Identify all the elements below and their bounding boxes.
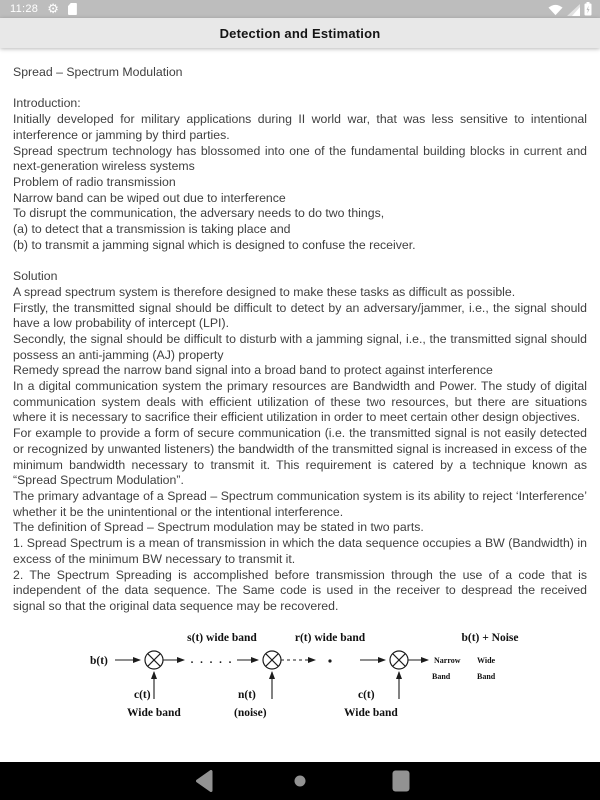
channel-dots: . . . . .	[190, 653, 234, 666]
wifi-icon	[548, 4, 563, 16]
label-n-t: n(t)	[238, 688, 256, 701]
paragraph: A spread spectrum system is therefore designed to make these tasks as difficult as possible.	[13, 284, 516, 299]
navigation-bar	[0, 762, 600, 800]
paragraph: The definition of Spread – Spectrum modulation may be stated in two parts.	[13, 520, 424, 535]
document-scroll-area[interactable]	[0, 48, 600, 762]
app-bar	[0, 18, 600, 48]
label-c-t-1: c(t)	[134, 688, 151, 701]
paragraph: Firstly, the transmitted signal should be difficult to detect by an adversary/jammer, i.e., the signal should have a low probability of intercept (LPI).	[13, 300, 587, 331]
paragraph: To disrupt the communication, the adversary needs to do two things,	[13, 206, 385, 221]
page-title: Detection and Estimation	[219, 25, 381, 41]
paragraph: 2. The Spectrum Spreading is accomplished before transmission through the use of a code that is independent of the data sequence. The Same code is used in the receiver to despread the received signal so that the original data sequence may be recovered.	[13, 567, 587, 613]
status-bar-left	[0, 3, 77, 16]
paragraph: Problem of radio transmission	[13, 174, 176, 189]
paragraph: Remedy spread the narrow band signal into a broad band to protect against interference	[13, 363, 493, 378]
paragraph	[13, 81, 587, 97]
label-c-t-2: c(t)	[358, 688, 375, 701]
multiplier-2-icon	[263, 651, 281, 669]
paragraph: Solution	[13, 269, 58, 284]
home-icon	[294, 775, 306, 787]
gear-icon: ⚙	[47, 1, 59, 17]
sdcard-icon	[68, 3, 77, 15]
cell-signal-icon	[567, 4, 580, 16]
label-s-t: s(t) wide band	[187, 631, 257, 644]
label-wide-band: Band	[477, 671, 496, 681]
status-bar	[0, 0, 600, 18]
paragraph: Spread – Spectrum Modulation	[13, 65, 183, 79]
home-button[interactable]	[278, 762, 322, 800]
back-icon	[196, 770, 213, 792]
document-body	[13, 65, 587, 615]
label-wide-band-1: Wide band	[127, 706, 181, 719]
paragraph: Initially developed for military applications during II world war, that was less sensitive to intentional interference or jamming by third parties.	[13, 112, 587, 142]
label-narrow: Narrow	[434, 655, 461, 665]
paragraph	[13, 253, 587, 269]
paragraph: Spread spectrum technology has blossomed into one of the fundamental building blocks in current and next-generation wireless systems	[13, 143, 587, 174]
battery-charging-icon	[584, 2, 592, 16]
paragraph: Narrow band can be wiped out due to interference	[13, 190, 286, 205]
spread-spectrum-block-diagram	[13, 627, 587, 729]
label-noise: (noise)	[234, 706, 267, 719]
label-wide: Wide	[477, 655, 496, 665]
paragraph: Introduction:	[13, 96, 81, 111]
recents-button[interactable]	[379, 762, 423, 800]
label-wide-band-2: Wide band	[344, 706, 398, 719]
paragraph: 1. Spread Spectrum is a mean of transmission in which the data sequence occupies a BW (Bandwidth) in excess of the minimum BW necessary to transmit it.	[13, 536, 587, 566]
paragraph: For example to provide a form of secure communication (i.e. the transmitted signal is not easily detected or recognized by unwanted listeners) the bandwidth of the transmitted signal is increased in excess of the minimum bandwidth necessary to transmit it. This requirement is catered by a technique known as “Spread Spectrum Modulation”.	[13, 426, 587, 488]
multiplier-1-icon	[145, 651, 163, 669]
status-bar-right	[548, 3, 600, 16]
recents-icon	[392, 770, 410, 792]
label-r-t: r(t) wide band	[294, 631, 366, 644]
paragraph: (b) to transmit a jamming signal which is designed to confuse the receiver.	[13, 237, 416, 252]
back-button[interactable]	[182, 762, 226, 800]
multiplier-3-icon	[390, 651, 408, 669]
paragraph: In a digital communication system the primary resources are Bandwidth and Power. The study of digital communication system deals with efficient utilization of these two resources, but there are situations where it is necessary to sacrifice their efficient utilization in order to meet certain other design objectives.	[13, 379, 587, 425]
clock: 11:28	[10, 3, 39, 15]
paragraph: The primary advantage of a Spread – Spectrum communication system is its ability to reject ‘Interference’ whether it be the unintentional or the intentional interference.	[13, 488, 587, 519]
paragraph: (a) to detect that a transmission is taking place and	[13, 222, 291, 237]
label-narrow-band: Band	[432, 671, 451, 681]
label-b-noise: b(t) + Noise	[461, 631, 519, 644]
label-b-t: b(t)	[90, 654, 108, 667]
paragraph: Secondly, the signal should be difficult to disturb with a jamming signal, i.e., the transmitted signal should possess an anti-jamming (AJ) property	[13, 331, 587, 362]
